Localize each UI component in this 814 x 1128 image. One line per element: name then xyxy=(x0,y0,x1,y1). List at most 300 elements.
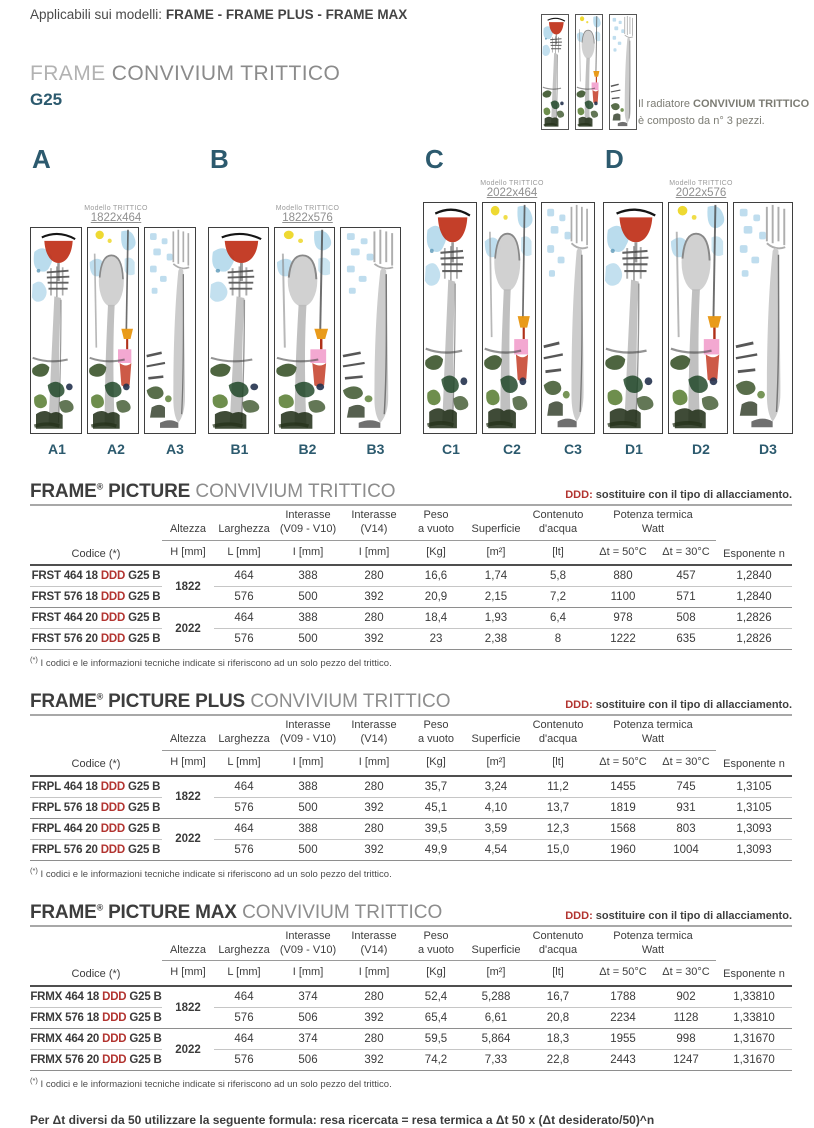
table-header-row xyxy=(30,692,792,716)
cell: 12,3 xyxy=(526,818,590,839)
column-header: Superficie xyxy=(466,716,526,750)
column-unit-dt50: Δt = 50°C xyxy=(590,750,656,775)
triptych-panels xyxy=(423,202,601,434)
column-unit-dt30: Δt = 30°C xyxy=(656,540,716,565)
column-header: Interasse (V14) xyxy=(342,716,406,750)
column-header: Superficie xyxy=(466,927,526,961)
cell: 280 xyxy=(342,608,406,629)
artwork-panel xyxy=(603,202,663,434)
column-unit: [m²] xyxy=(466,961,526,986)
cell: 374 xyxy=(274,986,342,1008)
cell: 500 xyxy=(274,839,342,860)
cell: 65,4 xyxy=(406,1008,466,1029)
radiator-artwork xyxy=(576,15,602,129)
cell: 500 xyxy=(274,629,342,650)
table-row xyxy=(30,818,792,839)
codice-ddd: DDD xyxy=(100,822,126,835)
cell: 6,61 xyxy=(466,1008,526,1029)
triptych-panels xyxy=(30,227,202,434)
table-footnote: (*) I codici e le informazioni tecniche indicate si riferiscono ad un solo pezzo del trittico. xyxy=(30,865,392,880)
column-unit-dt50: Δt = 50°C xyxy=(590,961,656,986)
cell-codice: FRMX 576 20 DDD G25 B xyxy=(30,1050,162,1071)
cell: 2443 xyxy=(590,1050,656,1071)
thumbnail-panel xyxy=(541,14,569,130)
product-code: G25 xyxy=(30,90,63,109)
codice-ddd: DDD xyxy=(100,801,126,814)
cell: 388 xyxy=(274,776,342,798)
artwork-panel xyxy=(733,202,793,434)
triptych-panels xyxy=(603,202,799,434)
table-title-bold: FRAME® PICTURE xyxy=(30,481,191,502)
applicable-models-line xyxy=(30,7,407,22)
column-header: Altezza xyxy=(162,716,214,750)
codice-ddd: DDD xyxy=(100,612,126,625)
cell: 803 xyxy=(656,818,716,839)
spec-table-section xyxy=(30,482,792,669)
cell: 1,3105 xyxy=(716,797,792,818)
panel-label: A2 xyxy=(107,441,125,457)
column-unit: I [mm] xyxy=(274,961,342,986)
table-header-row xyxy=(30,903,792,927)
panel-labels xyxy=(30,441,202,458)
cell: 1,31670 xyxy=(716,1050,792,1071)
cell: 74,2 xyxy=(406,1050,466,1071)
column-header: Superficie xyxy=(466,506,526,540)
spec-table-section xyxy=(30,903,792,1090)
artwork-panel xyxy=(87,227,139,434)
column-header-potenza: Potenza termica Watt xyxy=(590,716,716,750)
footnote-marker: (*) xyxy=(30,865,38,875)
variant-letter: D xyxy=(605,144,624,174)
radiator-artwork xyxy=(31,228,81,433)
table-row xyxy=(30,1050,792,1071)
footnote-marker: (*) xyxy=(30,655,38,665)
cell: 571 xyxy=(656,587,716,608)
cell-altezza: 2022 xyxy=(162,818,214,860)
radiator-artwork xyxy=(669,203,727,433)
cell: 16,6 xyxy=(406,565,466,587)
column-unit: [lt] xyxy=(526,750,590,775)
radiator-artwork xyxy=(734,203,792,433)
cell-altezza: 2022 xyxy=(162,1029,214,1071)
table-row xyxy=(30,927,792,961)
variant-letter: A xyxy=(32,144,51,174)
cell: 576 xyxy=(214,839,274,860)
cell: 1,74 xyxy=(466,565,526,587)
cell: 576 xyxy=(214,587,274,608)
column-header: Interasse (V14) xyxy=(342,506,406,540)
ddd-note-code: DDD: xyxy=(565,699,593,712)
cell: 1,2826 xyxy=(716,629,792,650)
panel-label: B1 xyxy=(230,441,249,457)
spec-table xyxy=(30,927,792,1071)
column-header: Peso a vuoto xyxy=(406,716,466,750)
cell: 1100 xyxy=(590,587,656,608)
table-row xyxy=(30,716,792,750)
triptych-thumbnail xyxy=(541,14,637,130)
column-unit: I [mm] xyxy=(342,540,406,565)
cell: 5,864 xyxy=(466,1029,526,1050)
cell: 464 xyxy=(214,565,274,587)
cell: 59,5 xyxy=(406,1029,466,1050)
cell: 1455 xyxy=(590,776,656,798)
column-unit: [m²] xyxy=(466,540,526,565)
cell-codice: FRST 576 18 DDD G25 B xyxy=(30,587,162,608)
column-header-potenza: Potenza termica Watt xyxy=(590,927,716,961)
cell: 16,7 xyxy=(526,986,590,1008)
table-row xyxy=(30,587,792,608)
radiator-artwork xyxy=(145,228,195,433)
artwork-panel xyxy=(274,227,335,434)
cell: 3,24 xyxy=(466,776,526,798)
composed-note-line2: è composto da n° 3 pezzi. xyxy=(638,114,765,127)
page-title xyxy=(30,62,340,86)
table-footnote: (*) I codici e le informazioni tecniche indicate si riferiscono ad un solo pezzo del trittico. xyxy=(30,655,392,670)
column-unit: H [mm] xyxy=(162,961,214,986)
cell: 8 xyxy=(526,629,590,650)
table-row xyxy=(30,986,792,1008)
variant-letter: B xyxy=(210,144,229,174)
cell: 2,38 xyxy=(466,629,526,650)
cell: 388 xyxy=(274,565,342,587)
radiator-artwork xyxy=(275,228,334,433)
column-header: Interasse (V09 - V10) xyxy=(274,716,342,750)
composed-note-model: CONVIVIUM TRITTICO xyxy=(693,98,810,110)
radiator-artwork xyxy=(483,203,535,433)
codice-ddd: DDD xyxy=(102,1012,127,1025)
cell: 1,33810 xyxy=(716,1008,792,1029)
column-header: Peso a vuoto xyxy=(406,927,466,961)
column-header-codice: Codice (*) xyxy=(30,716,162,775)
ddd-note: DDD: sostituire con il tipo di allacciamento. xyxy=(565,909,792,922)
cell-codice: FRMX 464 20 DDD G25 B xyxy=(30,1029,162,1050)
cell: 464 xyxy=(214,776,274,798)
artwork-panel xyxy=(30,227,82,434)
artwork-panel xyxy=(668,202,728,434)
table-row xyxy=(30,506,792,540)
column-unit: L [mm] xyxy=(214,540,274,565)
ddd-note-code: DDD: xyxy=(565,909,593,922)
cell: 388 xyxy=(274,608,342,629)
cell: 39,5 xyxy=(406,818,466,839)
cell: 1,3093 xyxy=(716,818,792,839)
cell: 52,4 xyxy=(406,986,466,1008)
cell: 1,2840 xyxy=(716,565,792,587)
ddd-note-code: DDD: xyxy=(565,489,593,501)
column-unit: I [mm] xyxy=(342,750,406,775)
column-unit: I [mm] xyxy=(274,540,342,565)
column-header: Altezza xyxy=(162,927,214,961)
cell: 880 xyxy=(590,565,656,587)
cell: 4,54 xyxy=(466,839,526,860)
column-header: Interasse (V09 - V10) xyxy=(274,506,342,540)
cell: 576 xyxy=(214,1008,274,1029)
cell: 1960 xyxy=(590,839,656,860)
cell: 7,2 xyxy=(526,587,590,608)
model-label-text: Modello TRITTICO xyxy=(275,205,340,212)
column-header: Interasse (V14) xyxy=(342,927,406,961)
spec-table-section xyxy=(30,692,792,879)
cell-codice: FRPL 464 20 DDD G25 B xyxy=(30,818,162,839)
cell: 280 xyxy=(342,776,406,798)
cell: 1955 xyxy=(590,1029,656,1050)
cell-altezza: 2022 xyxy=(162,608,214,650)
model-label xyxy=(30,205,202,224)
radiator-artwork xyxy=(209,228,268,433)
artwork-panel xyxy=(144,227,196,434)
variant-section-c xyxy=(423,146,601,458)
codice-ddd: DDD xyxy=(100,780,126,793)
table-row xyxy=(30,608,792,629)
cell: 1247 xyxy=(656,1050,716,1071)
column-unit: L [mm] xyxy=(214,961,274,986)
applicable-models: FRAME - FRAME PLUS - FRAME MAX xyxy=(165,7,408,22)
spec-table xyxy=(30,716,792,860)
column-header: Larghezza xyxy=(214,927,274,961)
cell: 576 xyxy=(214,1050,274,1071)
column-header-esponente: Esponente n xyxy=(716,927,792,986)
cell: 1,33810 xyxy=(716,986,792,1008)
cell-codice: FRMX 464 18 DDD G25 B xyxy=(30,986,162,1008)
cell: 13,7 xyxy=(526,797,590,818)
codice-ddd: DDD xyxy=(102,1054,127,1067)
cell-altezza: 1822 xyxy=(162,565,214,608)
cell: 23 xyxy=(406,629,466,650)
cell: 388 xyxy=(274,818,342,839)
column-header-potenza: Potenza termica Watt xyxy=(590,506,716,540)
cell: 1,2840 xyxy=(716,587,792,608)
panel-labels xyxy=(603,441,799,458)
cell: 1,31670 xyxy=(716,1029,792,1050)
model-label-text: Modello TRITTICO xyxy=(669,180,733,187)
cell-codice: FRST 464 20 DDD G25 B xyxy=(30,608,162,629)
table-title-bold: FRAME® PICTURE PLUS xyxy=(30,691,246,713)
table-title xyxy=(30,903,442,922)
table-row xyxy=(30,1029,792,1050)
column-unit: [Kg] xyxy=(406,540,466,565)
cell: 392 xyxy=(342,1008,406,1029)
panel-label: B2 xyxy=(298,441,317,457)
table-title xyxy=(30,692,451,711)
panel-label: D3 xyxy=(759,441,777,457)
column-unit: [Kg] xyxy=(406,750,466,775)
column-unit: I [mm] xyxy=(342,961,406,986)
table-title-rest: CONVIVIUM TRITTICO xyxy=(250,691,451,713)
cell: 280 xyxy=(342,1029,406,1050)
cell: 18,3 xyxy=(526,1029,590,1050)
cell: 280 xyxy=(342,565,406,587)
table-row xyxy=(30,776,792,798)
artwork-panel xyxy=(208,227,269,434)
panel-label: D2 xyxy=(692,441,710,457)
cell: 1128 xyxy=(656,1008,716,1029)
table-title-rest: CONVIVIUM TRITTICO xyxy=(242,901,443,923)
artwork-panel xyxy=(340,227,401,434)
panel-label: D1 xyxy=(625,441,643,457)
model-label xyxy=(423,180,601,199)
artwork-panel xyxy=(541,202,595,434)
column-unit: H [mm] xyxy=(162,750,214,775)
thumbnail-panel xyxy=(609,14,637,130)
radiator-artwork xyxy=(610,15,636,129)
codice-ddd: DDD xyxy=(100,843,126,856)
column-header-esponente: Esponente n xyxy=(716,506,792,565)
artwork-panel xyxy=(423,202,477,434)
cell: 500 xyxy=(274,587,342,608)
cell: 464 xyxy=(214,986,274,1008)
table-row xyxy=(30,1008,792,1029)
cell: 7,33 xyxy=(466,1050,526,1071)
cell: 1,3093 xyxy=(716,839,792,860)
column-unit: [m²] xyxy=(466,750,526,775)
cell-codice: FRPL 464 18 DDD G25 B xyxy=(30,776,162,798)
radiator-artwork xyxy=(88,228,138,433)
cell: 392 xyxy=(342,839,406,860)
panel-label: C3 xyxy=(564,441,582,457)
cell: 464 xyxy=(214,1029,274,1050)
cell: 745 xyxy=(656,776,716,798)
cell-codice: FRST 576 20 DDD G25 B xyxy=(30,629,162,650)
table-row xyxy=(30,797,792,818)
cell: 576 xyxy=(214,797,274,818)
column-header: Peso a vuoto xyxy=(406,506,466,540)
formula-note: Per Δt diversi da 50 utilizzare la seguente formula: resa ricercata = resa termica a Δt 50 x (Δt desiderato/50)^n xyxy=(30,1113,655,1128)
radiator-artwork xyxy=(424,203,476,433)
cell: 506 xyxy=(274,1008,342,1029)
table-footnote: (*) I codici e le informazioni tecniche indicate si riferiscono ad un solo pezzo del trittico. xyxy=(30,1076,392,1091)
cell: 5,8 xyxy=(526,565,590,587)
table-row xyxy=(30,629,792,650)
cell: 392 xyxy=(342,629,406,650)
radiator-artwork xyxy=(341,228,400,433)
page-title-series: FRAME xyxy=(30,62,106,85)
cell-altezza: 1822 xyxy=(162,776,214,819)
cell-codice: FRMX 576 18 DDD G25 B xyxy=(30,1008,162,1029)
model-label xyxy=(603,180,799,199)
cell-altezza: 1822 xyxy=(162,986,214,1029)
codice-ddd: DDD xyxy=(100,633,126,646)
column-header: Larghezza xyxy=(214,716,274,750)
cell: 931 xyxy=(656,797,716,818)
table-title xyxy=(30,482,396,501)
radiator-artwork xyxy=(604,203,662,433)
table-row xyxy=(30,565,792,587)
cell: 1004 xyxy=(656,839,716,860)
footnote-marker: (*) xyxy=(30,1076,38,1086)
model-label xyxy=(208,205,407,224)
column-header: Contenuto d'acqua xyxy=(526,716,590,750)
cell: 280 xyxy=(342,986,406,1008)
spec-tables xyxy=(30,470,792,1127)
spec-tables-list xyxy=(30,482,792,1090)
column-unit: I [mm] xyxy=(274,750,342,775)
cell: 506 xyxy=(274,1050,342,1071)
panel-labels xyxy=(208,441,407,458)
variant-section-d xyxy=(603,146,799,458)
composed-note-pre: Il radiatore xyxy=(638,98,690,110)
codice-ddd: DDD xyxy=(102,991,127,1004)
cell: 1,93 xyxy=(466,608,526,629)
cell: 508 xyxy=(656,608,716,629)
panel-labels xyxy=(423,441,601,458)
cell: 392 xyxy=(342,587,406,608)
cell: 1,3105 xyxy=(716,776,792,798)
model-size-label: 2022x464 xyxy=(486,187,538,199)
cell: 3,59 xyxy=(466,818,526,839)
cell: 45,1 xyxy=(406,797,466,818)
composed-note-line1 xyxy=(638,96,809,113)
panel-label: A3 xyxy=(166,441,184,457)
cell: 22,8 xyxy=(526,1050,590,1071)
panel-label: A1 xyxy=(48,441,66,457)
column-header: Interasse (V09 - V10) xyxy=(274,927,342,961)
cell: 902 xyxy=(656,986,716,1008)
table-title-rest: CONVIVIUM TRITTICO xyxy=(195,481,396,502)
cell-codice: FRST 464 18 DDD G25 B xyxy=(30,565,162,587)
cell: 15,0 xyxy=(526,839,590,860)
product-variants xyxy=(30,146,792,458)
model-label-text: Modello TRITTICO xyxy=(480,180,544,187)
cell: 576 xyxy=(214,629,274,650)
cell: 18,4 xyxy=(406,608,466,629)
column-header: Larghezza xyxy=(214,506,274,540)
cell: 464 xyxy=(214,818,274,839)
cell: 457 xyxy=(656,565,716,587)
column-unit: [Kg] xyxy=(406,961,466,986)
column-unit: [lt] xyxy=(526,540,590,565)
cell: 49,9 xyxy=(406,839,466,860)
model-size-label: 1822x576 xyxy=(282,212,333,224)
table-row xyxy=(30,839,792,860)
cell: 1222 xyxy=(590,629,656,650)
cell: 35,7 xyxy=(406,776,466,798)
codice-ddd: DDD xyxy=(100,570,126,583)
model-size-label: 2022x576 xyxy=(675,187,727,199)
cell: 6,4 xyxy=(526,608,590,629)
cell: 374 xyxy=(274,1029,342,1050)
column-header-esponente: Esponente n xyxy=(716,716,792,775)
cell: 5,288 xyxy=(466,986,526,1008)
cell: 392 xyxy=(342,1050,406,1071)
radiator-artwork xyxy=(542,15,568,129)
applicable-label: Applicabili sui modelli: xyxy=(30,7,163,22)
composed-note xyxy=(638,96,809,129)
column-header: Contenuto d'acqua xyxy=(526,506,590,540)
cell: 1,2826 xyxy=(716,608,792,629)
cell: 464 xyxy=(214,608,274,629)
page-title-model: CONVIVIUM TRITTICO xyxy=(111,62,341,85)
ddd-note: DDD: sostituire con il tipo di allacciamento. xyxy=(565,489,792,501)
cell: 998 xyxy=(656,1029,716,1050)
ddd-note: DDD: sostituire con il tipo di allacciamento. xyxy=(565,699,792,712)
cell: 2,15 xyxy=(466,587,526,608)
cell: 500 xyxy=(274,797,342,818)
cell: 1819 xyxy=(590,797,656,818)
cell-codice: FRPL 576 18 DDD G25 B xyxy=(30,797,162,818)
table-title-bold: FRAME® PICTURE MAX xyxy=(30,901,237,923)
cell: 635 xyxy=(656,629,716,650)
column-header: Contenuto d'acqua xyxy=(526,927,590,961)
column-header-codice: Codice (*) xyxy=(30,506,162,565)
cell: 4,10 xyxy=(466,797,526,818)
cell: 280 xyxy=(342,818,406,839)
cell: 392 xyxy=(342,797,406,818)
radiator-artwork xyxy=(542,203,594,433)
model-label-text: Modello TRITTICO xyxy=(84,205,148,212)
cell: 11,2 xyxy=(526,776,590,798)
column-unit: [lt] xyxy=(526,961,590,986)
column-unit-dt30: Δt = 30°C xyxy=(656,961,716,986)
